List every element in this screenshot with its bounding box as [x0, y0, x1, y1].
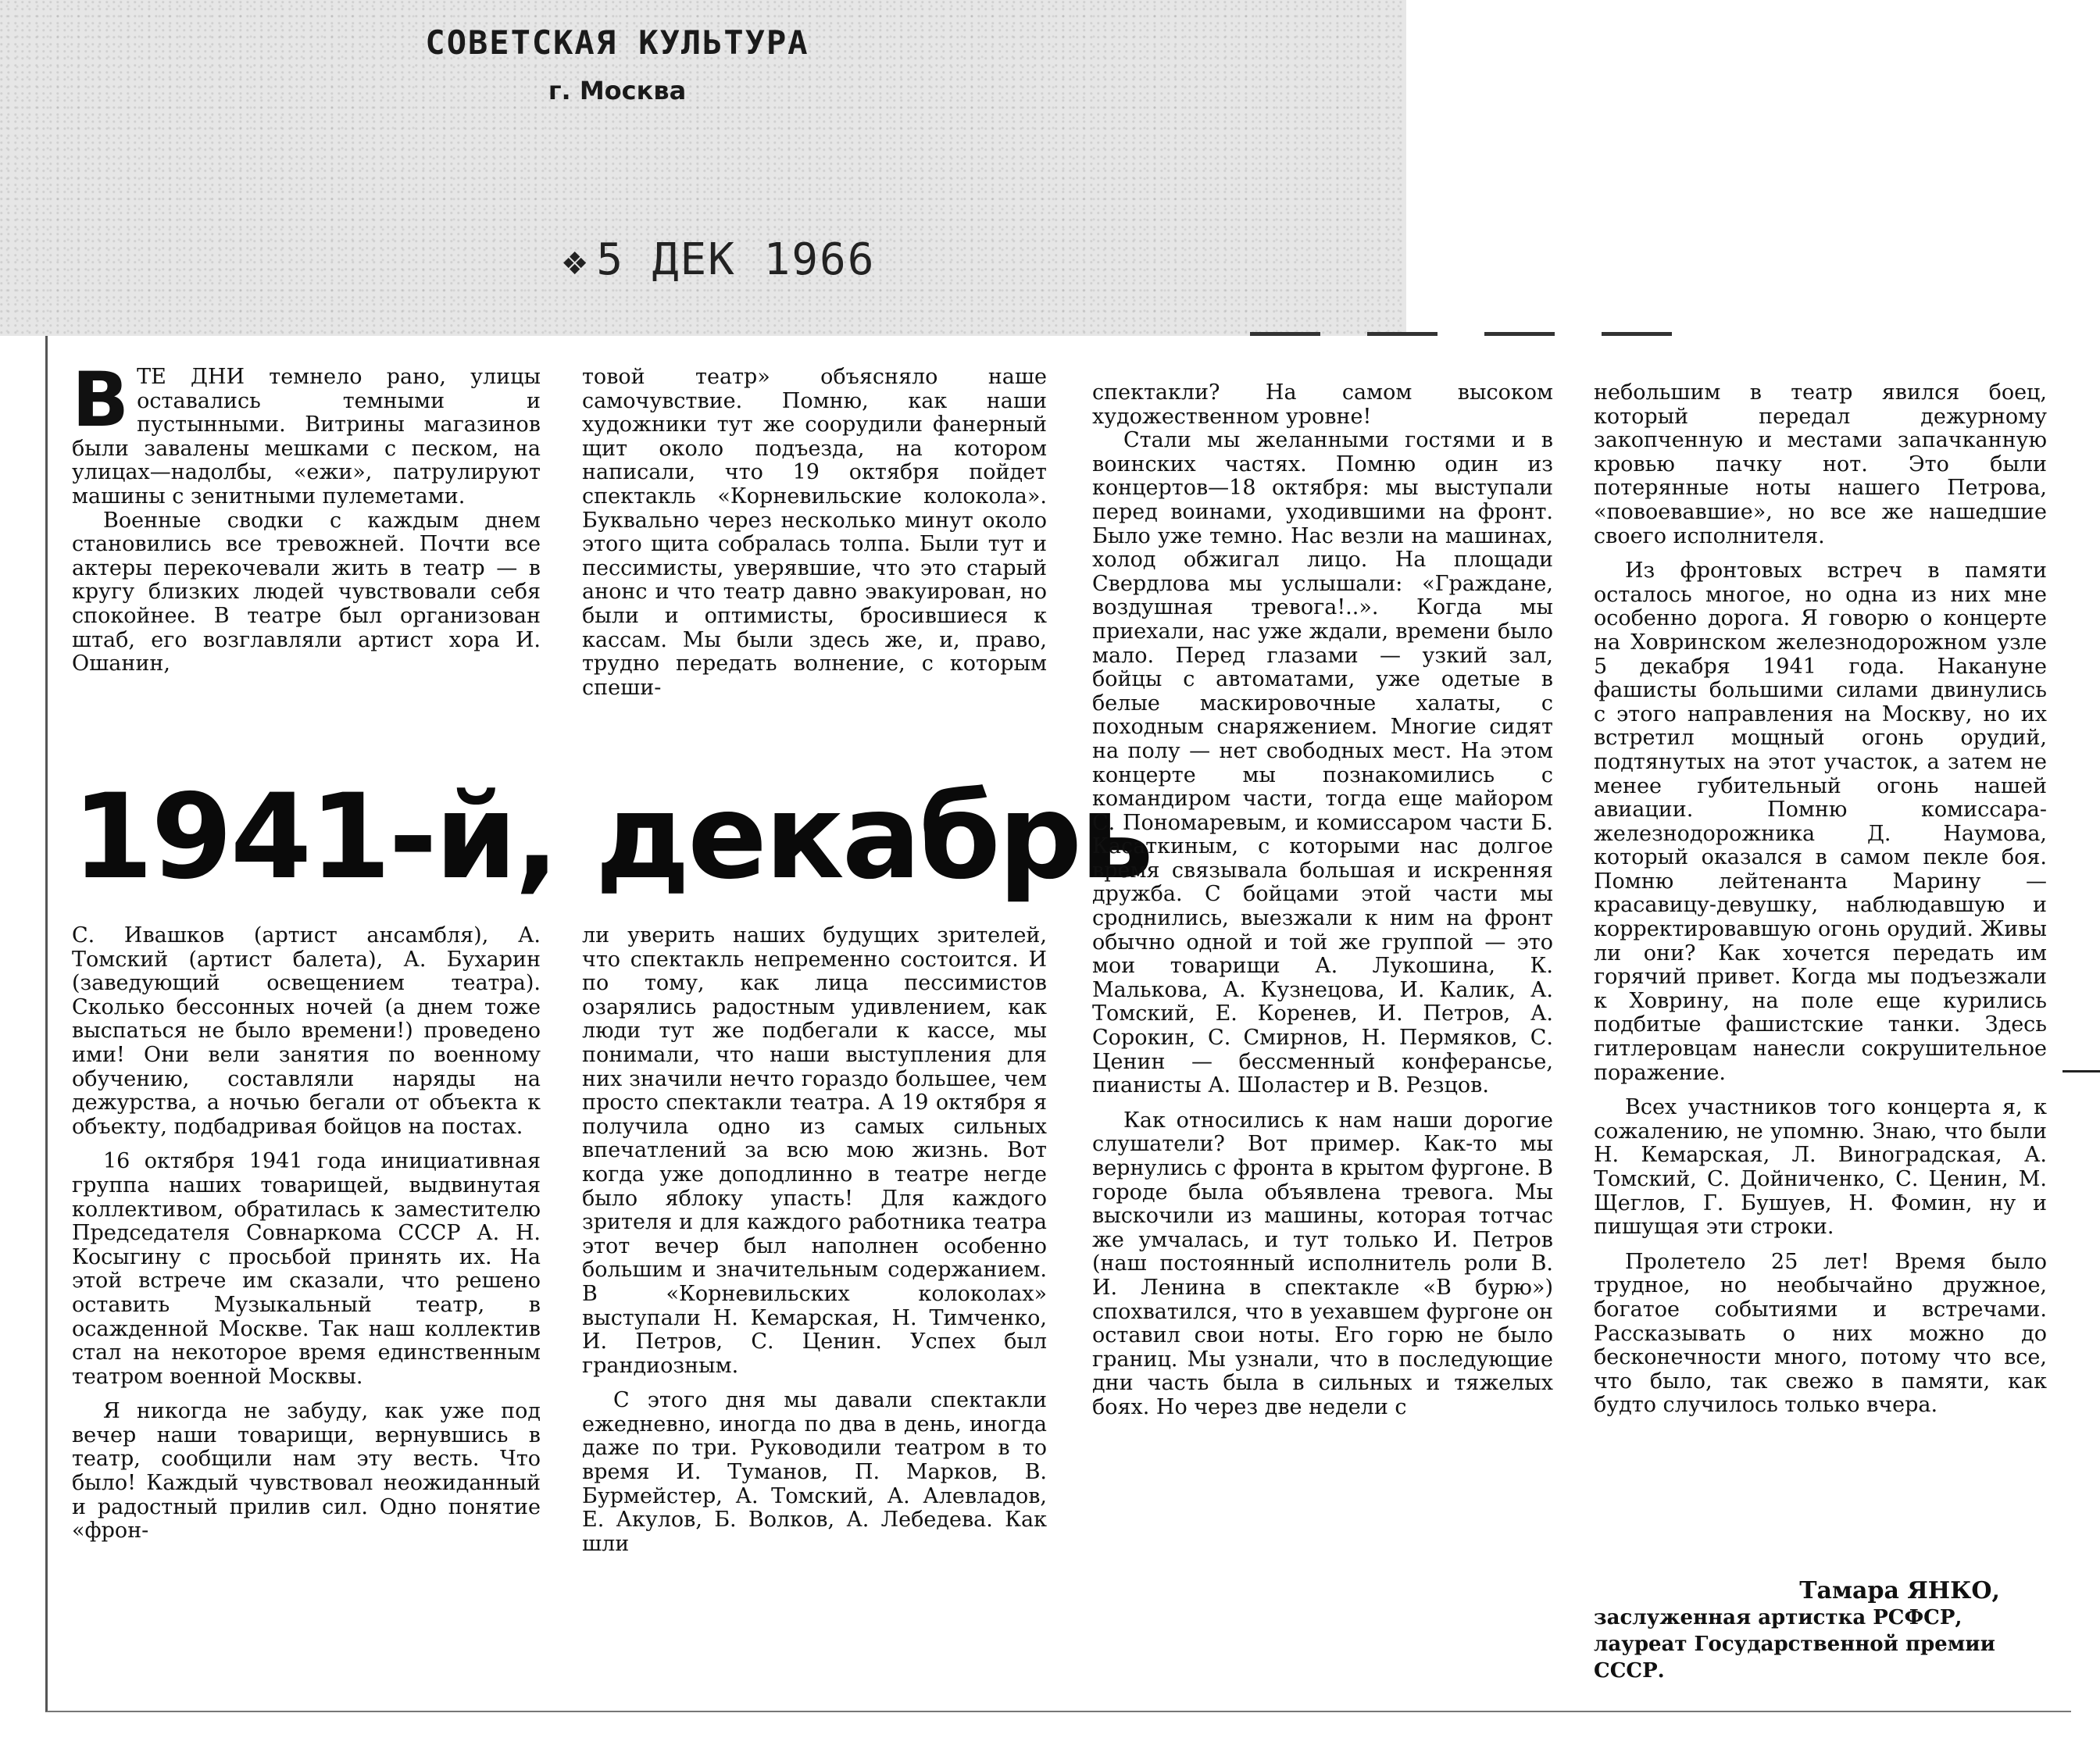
paragraph: Я никогда не забуду, как уже под вечер наши товарищи, вернувшись в театр, сообщили нам эту весть. Что было! Каждый чувствовал неожиданный и радостный прилив сил. Одно понятие «фрон-: [72, 1399, 541, 1544]
paragraph: ли уверить наших будущих зрителей, что спектакль непременно состоится. И по тому, как лица пессимистов озарялись радостным удивлением, как люди тут же подбегали к кассе, мы понимали, что наши выступления для них значили нечто гораздо большее, чем просто спектакли театра. А 19 октября я получила одно из самых сильных впечатлений за всю мою жизнь. Вот когда уже доподлинно в театре негде было яблоку упасть! Для каждого зрителя и для каждого работника театра этот вечер был наполнен особенно большим и значительным содержанием. В «Корневильских колоколах» выступали Н. Кемарская, Н. Тимченко, И. Петров, С. Ценин. Успех был грандиозным.: [582, 923, 1047, 1378]
author-name: Тамара ЯНКО,: [1799, 1577, 2000, 1604]
author-signature: [1594, 1578, 2016, 1684]
paragraph: Пролетело 25 лет! Время было трудное, но необычайно дружное, богатое событиями и встречами. Рассказывать о них можно до бесконечности много, потому что все, что было, так свежо в памяти, как будто случилось только вчера.: [1594, 1249, 2047, 1418]
column-1-bottom: [72, 924, 541, 1544]
column-1-top: [72, 356, 541, 676]
paragraph: Из фронтовых встреч в памяти осталось многое, но одна из них мне особенно дорога. Я говорю о концерте на Ховринском железнодорожном узле 5 декабря 1941 года. Накануне фашисты большими силами двинулись с этого направления на Москву, но их встретил мощный огонь орудий, подтянутых на этот участок, а затем не менее губительный огонь нашей авиации. Помню комиссара-железнодорожника Д. Наумова, который оказался в самом пекле боя. Помню лейтенанта Марину — красавицу-девушку, наблюдавшую и корректировавшую огонь орудий. Живы ли они? Как хочется передать им горячий привет. Когда мы подъезжали к Ховрину, на поле еще курились подбитые фашистские танки. Здесь гитлеровцам нанесли сокрушительное поражение.: [1594, 559, 2047, 1085]
masthead: [367, 23, 867, 141]
author-title-2: лауреат Государственной премии СССР.: [1594, 1633, 1995, 1683]
paragraph: 16 октября 1941 года инициативная группа наших товарищей, выдвинутая коллективом, обратилась к заместителю Председателя Совнаркома СССР А. Н. Косыгину с просьбой принять их. На этой встрече им сказали, что решено оставить Музыкальный театр, в осажденной Москве. Так наш коллектив стал на некоторое время единственным театром военной Москвы.: [72, 1149, 541, 1389]
paragraph: С этого дня мы давали спектакли ежедневно, иногда по два в день, иногда даже по три. Руководили театром в то время И. Туманов, П. Марков, В. Бурмейстер, А. Томский, А. Алевладов, Е. Акулов, Б. Волков, А. Лебедева. Как шли: [582, 1388, 1047, 1556]
date-stamp: [562, 234, 875, 285]
headline: 1941-й, декабрь: [72, 769, 1152, 905]
paragraph: небольшим в театр явился боец, который передал дежурному закопченную и местами запачканную кровью пачку нот. Это были потерянные ноты нашего Петрова, «повоевавшие», но все же нашедшие своего исполнителя.: [1594, 380, 2047, 548]
column-2-bottom: [582, 924, 1047, 1556]
paragraph: Всех участников того концерта я, к сожалению, не упомню. Знаю, что были Н. Кемарская, Л. Виноградская, А. Томский, С. Дойниченко, С. Ценин, М. Щеглов, Г. Бушуев, Н. Фомин, ну и пишущая эти строки.: [1594, 1095, 2047, 1240]
paragraph: Стали мы желанными гостями и в воинских частях. Помню один из концертов—18 октября: мы выступали перед воинами, уходившими на фронт. Было уже темно. Нас везли на машинах, холод обжигал лицо. На площади Свердлова мы услышали: «Граждане, воздушная тревога!..». Когда мы приехали, нас уже ждали, времени было мало. Перед глазами — узкий зал, бойцы с автоматами, уже одетые в белые маскировочные халаты, с походным снаряжением. Многие сидят на полу — нет свободных мест. На этом концерте мы познакомились с командиром части, тогда еще майором С. Пономаревым, и комиссаром части Б. Касаткиным, с которыми нас долгое время связывала большая и искренняя дружба. С бойцами этой части мы сроднились, выезжали к ним на фронт обычно одной и той же группой — это мои товарищи А. Лукошина, К. Малькова, А. Кузнецова, И. Калик, А. Томский, Е. Коренев, И. Петров, А. Сорокин, С. Смирнов, Н. Пермяков, С. Ценин — бессменный конферансье, пианисты А. Шоластер и В. Резцов.: [1092, 428, 1553, 1098]
dropcap: В: [72, 356, 130, 444]
margin-mark: [2062, 1070, 2100, 1073]
city-label: г. Москва: [548, 76, 687, 105]
paragraph: товой театр» объясняло наше самочувствие. Помню, как наши художники тут же соорудили фанерный щит около подъезда, на котором написали, что 19 октября пойдет спектакль «Корневильские колокола». Буквально через несколько минут около этого щита собралась толпа. Были тут и пессимисты, уверявшие, что это старый анонс и что театр давно эвакуирован, но были и оптимисты, бросившиеся к кассам. Мы были здесь же, и, право, трудно передать волнение, с которым спеши-: [582, 365, 1047, 700]
paragraph: ВТЕ ДНИ темнело рано, улицы оставались темными и пустынными. Витрины магазинов были завалены мешками с песком, на улицах—надолбы, «ежи», патрулируют машины с зенитными пулеметами.: [72, 356, 541, 509]
newspaper-name: СОВЕТСКАЯ КУЛЬТУРА: [425, 23, 809, 62]
stamp-mark-icon: ❖: [562, 237, 589, 284]
date-stamp-text: 5 ДЕК 1966: [596, 234, 876, 285]
column-4: [1594, 381, 2047, 1418]
paragraph: С. Ивашков (артист ансамбля), А. Томский (артист балета), А. Бухарин (заведующий освещением театра). Сколько бессонных ночей (а днем тоже выспаться не было времени!) проведено ими! Они вели занятия по военному обучению, составляли наряды на дежурства, а ночью бегали от объекта к объекту, подбадривая бойцов на постах.: [72, 923, 541, 1139]
paragraph: спектакли? На самом высоком художественном уровне!: [1092, 380, 1553, 429]
paragraph: Как относились к нам наши дорогие слушатели? Вот пример. Как-то мы вернулись с фронта в крытом фургоне. В городе была объявлена тревога. Мы выскочили из машины, которая тотчас же умчалась, и тут только И. Петров (наш постоянный исполнитель роли В. И. Ленина в спектакле «В бурю») спохватился, что в уехавшем фургоне он оставил свои ноты. Его горю не было границ. Мы узнали, что в последующие дни часть была в сильных и тяжелых боях. Но через две недели с: [1092, 1108, 1553, 1419]
paragraph: Военные сводки с каждым днем становились все тревожней. Почти все актеры перекочевали жить в театр — в кругу близких людей чувствовали себя спокойнее. В театре был организован штаб, его возглавляли артист хора И. Ошанин,: [72, 508, 541, 676]
author-title-1: заслуженная артистка РСФСР,: [1594, 1606, 1962, 1629]
blank-margin: [1406, 0, 2100, 328]
column-3: [1092, 381, 1553, 1420]
column-2-top: [582, 366, 1047, 700]
